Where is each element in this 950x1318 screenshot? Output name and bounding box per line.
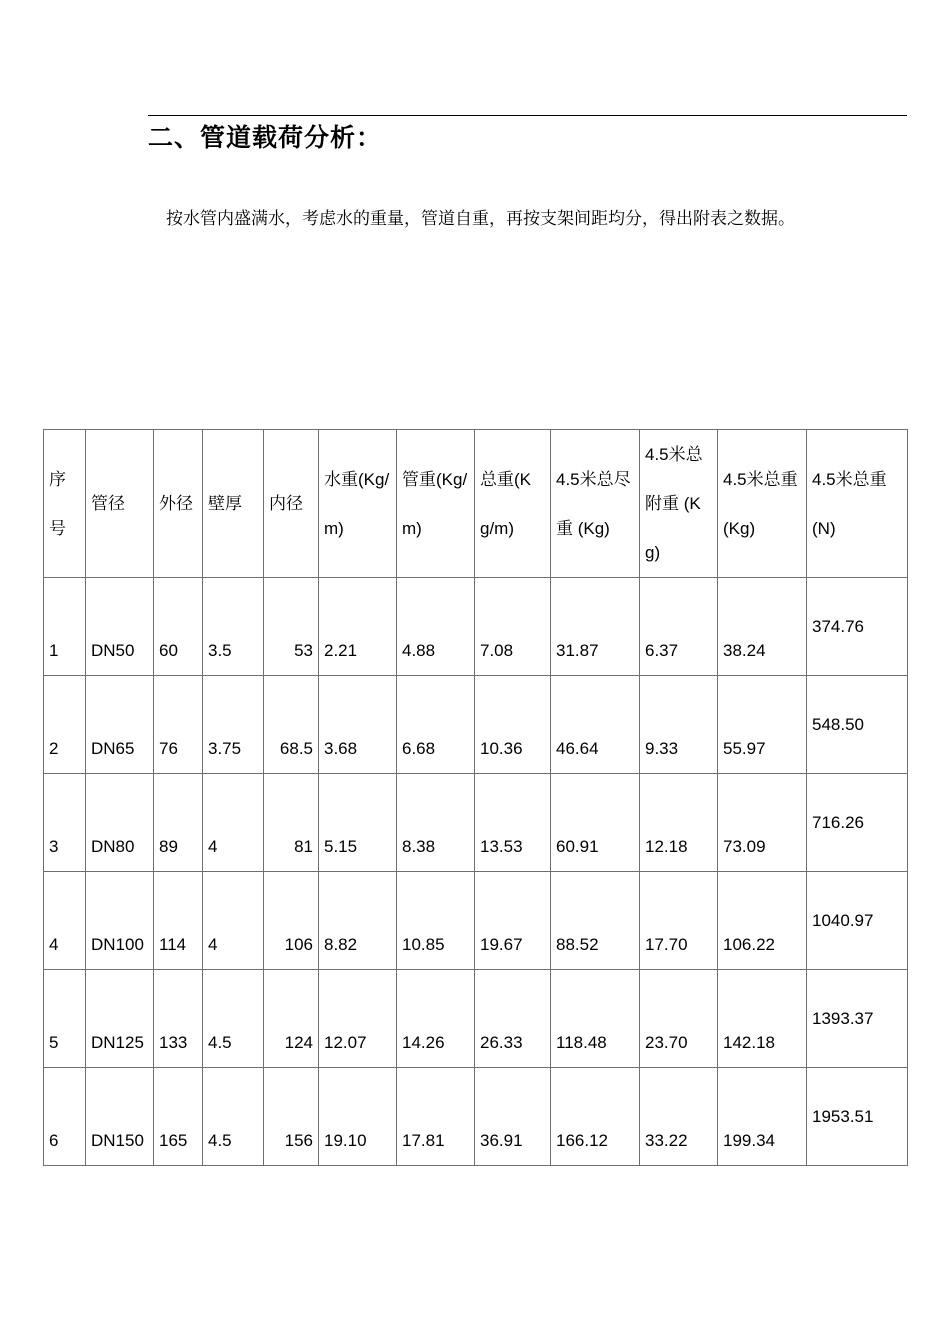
table-cell: 4: [203, 774, 264, 872]
table-cell: 73.09: [718, 774, 807, 872]
table-cell: 38.24: [718, 578, 807, 676]
table-cell: 5: [44, 970, 86, 1068]
table-cell: 10.85: [397, 872, 475, 970]
table-cell: 8.82: [319, 872, 397, 970]
table-cell: 156: [264, 1068, 319, 1166]
table-cell: 55.97: [718, 676, 807, 774]
table-cell: 5.15: [319, 774, 397, 872]
table-cell: 81: [264, 774, 319, 872]
table-cell: 33.22: [640, 1068, 718, 1166]
table-cell: 166.12: [551, 1068, 640, 1166]
table-cell: 89: [154, 774, 203, 872]
table-cell: 2.21: [319, 578, 397, 676]
column-header: 序号: [44, 430, 86, 578]
table-cell: 7.08: [475, 578, 551, 676]
column-header: 4.5米总重(Kg): [718, 430, 807, 578]
table-cell: 124: [264, 970, 319, 1068]
table-cell: DN65: [86, 676, 154, 774]
table-cell: 8.38: [397, 774, 475, 872]
section-title: 二、管道载荷分析：: [148, 123, 383, 152]
table-cell: 36.91: [475, 1068, 551, 1166]
table-cell: 3.75: [203, 676, 264, 774]
table-row: [44, 774, 908, 872]
column-header: 4.5米总尽重 (Kg): [551, 430, 640, 578]
table-cell: 26.33: [475, 970, 551, 1068]
table-cell: 118.48: [551, 970, 640, 1068]
table-cell: 9.33: [640, 676, 718, 774]
table-cell: 12.18: [640, 774, 718, 872]
table-row: [44, 872, 908, 970]
table-row: [44, 1068, 908, 1166]
table-cell: 142.18: [718, 970, 807, 1068]
table-cell: 716.26: [807, 774, 908, 872]
table-cell: 17.81: [397, 1068, 475, 1166]
table-cell: 60.91: [551, 774, 640, 872]
intro-paragraph: 按水管内盛满水，考虑水的重量，管道自重，再按支架间距均分，得出附表之数据。: [166, 209, 795, 229]
table-cell: 106: [264, 872, 319, 970]
table-cell: 2: [44, 676, 86, 774]
column-header: 4.5米总重(N): [807, 430, 908, 578]
pipe-load-table: [43, 429, 908, 1166]
table-cell: 4: [44, 872, 86, 970]
column-header: 管径: [86, 430, 154, 578]
table-cell: DN125: [86, 970, 154, 1068]
table-row: [44, 970, 908, 1068]
table-cell: 46.64: [551, 676, 640, 774]
column-header: 总重(Kg/m): [475, 430, 551, 578]
column-header: 内径: [264, 430, 319, 578]
table-cell: 17.70: [640, 872, 718, 970]
table-cell: 13.53: [475, 774, 551, 872]
table-cell: 19.67: [475, 872, 551, 970]
column-header: 壁厚: [203, 430, 264, 578]
table-cell: DN150: [86, 1068, 154, 1166]
table-cell: 3.68: [319, 676, 397, 774]
table-cell: 4.88: [397, 578, 475, 676]
table-cell: 60: [154, 578, 203, 676]
table-cell: 199.34: [718, 1068, 807, 1166]
table-cell: 1953.51: [807, 1068, 908, 1166]
table-cell: 14.26: [397, 970, 475, 1068]
table-cell: 19.10: [319, 1068, 397, 1166]
column-header: 外径: [154, 430, 203, 578]
table-cell: DN100: [86, 872, 154, 970]
table-cell: 4.5: [203, 1068, 264, 1166]
table-cell: 88.52: [551, 872, 640, 970]
table-row: [44, 578, 908, 676]
table-cell: DN80: [86, 774, 154, 872]
table-cell: 68.5: [264, 676, 319, 774]
table-header-row: [44, 430, 908, 578]
table-cell: 374.76: [807, 578, 908, 676]
table-cell: 114: [154, 872, 203, 970]
table-cell: 1040.97: [807, 872, 908, 970]
table-cell: 4: [203, 872, 264, 970]
table-cell: 31.87: [551, 578, 640, 676]
table-cell: 548.50: [807, 676, 908, 774]
table-cell: 1393.37: [807, 970, 908, 1068]
header-rule: [148, 115, 907, 116]
table-cell: 12.07: [319, 970, 397, 1068]
column-header: 水重(Kg/m): [319, 430, 397, 578]
table-cell: 6: [44, 1068, 86, 1166]
table-cell: 6.68: [397, 676, 475, 774]
table-cell: 4.5: [203, 970, 264, 1068]
table-cell: 3: [44, 774, 86, 872]
column-header: 4.5米总附重 (Kg): [640, 430, 718, 578]
table-row: [44, 676, 908, 774]
table-cell: 6.37: [640, 578, 718, 676]
table-cell: 10.36: [475, 676, 551, 774]
table-cell: 76: [154, 676, 203, 774]
table-cell: 133: [154, 970, 203, 1068]
table-cell: 3.5: [203, 578, 264, 676]
column-header: 管重(Kg/m): [397, 430, 475, 578]
table-cell: 1: [44, 578, 86, 676]
table-cell: DN50: [86, 578, 154, 676]
table-cell: 106.22: [718, 872, 807, 970]
table-cell: 23.70: [640, 970, 718, 1068]
table-cell: 165: [154, 1068, 203, 1166]
table-cell: 53: [264, 578, 319, 676]
